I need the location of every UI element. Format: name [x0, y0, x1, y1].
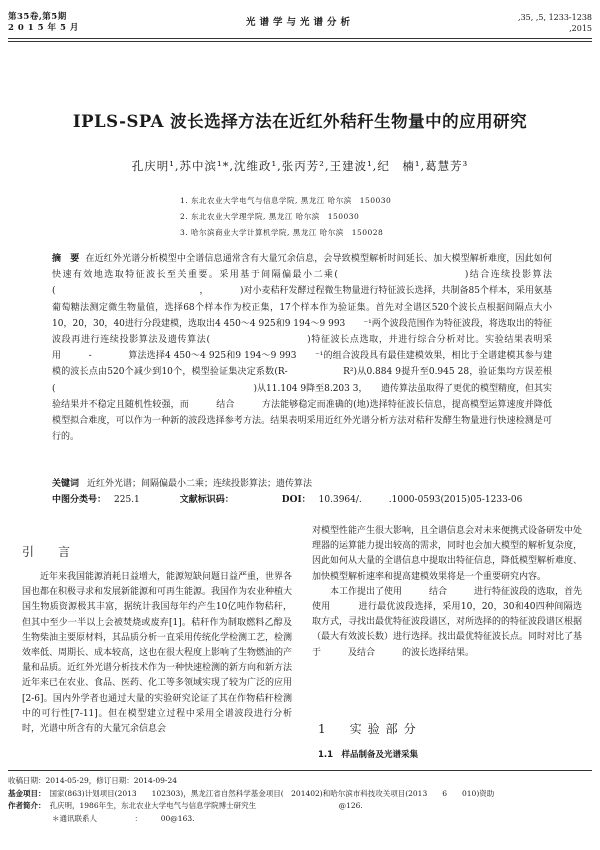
right-paragraph-2: 本工作提出了使用 结合 进行特征波段的选取，首先使用 进行最优波段选择，采用10，20，30和40四种间隔选取方式，寻找出最优特征波段谱区，对所选择的的特征波段谱区根据 （最大有效波长数）进行选择。找出最优特征波长点。同时对比了基于 及结合 的波长选择结果。: [312, 586, 600, 658]
clc-value: 225.1: [114, 495, 140, 505]
doi-label: DOI：: [281, 495, 311, 505]
left-column-body: [22, 570, 292, 737]
volume-pages: ,35, ,5, 1233-1238: [518, 13, 592, 22]
received-date: 收稿日期：2014-05-29，修订日期：2014-09-24: [8, 776, 177, 785]
abstract-label: 摘 要: [52, 254, 80, 264]
author-bio: [8, 800, 598, 813]
doc-code-label: 文献标识码：: [179, 495, 234, 505]
clc-label: 中图分类号：: [52, 495, 107, 505]
header-rule: [8, 38, 592, 39]
section-heading-introduction: 引 言: [22, 545, 77, 559]
publication-date: 2 0 1 5 年 5 月: [8, 23, 79, 33]
keywords: [52, 477, 552, 491]
affiliation-1: 1. 东北农业大学电气与信息学院, 黑龙江 哈尔滨 150030: [180, 196, 392, 205]
fund-label: 基金项目：: [8, 788, 46, 798]
abstract: [52, 251, 552, 445]
intro-paragraph: 近年来我国能源消耗日益增大，能源短缺问题日益严重，世界各国也都在积极寻求和发展新能源和可再生能源。我国作为农业种植大国生物质资源极其丰富，据统计我国每年约产生10亿吨作物秸秆，但其中至少一半以上会被焚烧或废弃[1]。秸秆作为制取燃料乙醇及生物柴油主要原材料，其品质分析一直采用传统化学检测工艺，检测效率低、周期长、成本较高，这也在很大程度上影响了生物燃油的产量和品质。近红外光谱分析技术作为一种快速检测的新方向和新方法近年来已在农业、食品、医药、化工等多领域实现了较为广泛的应用[2-6]。国内外学者也通过大量的实验研究论证了其在作物秸秆检测中的可行性[7-11]。但在模型建立过程中采用全谱波段进行分析时，光谱中所含有的大量冗余信息会: [22, 572, 293, 735]
fund-text: 国家(863)计划项目(2013 102303)，黑龙江省自然科学基金项目( 201402)和哈尔滨市科技攻关项目(2013 6 010)资助: [49, 788, 495, 798]
section-heading-experiment: 1 实验部分: [318, 722, 422, 736]
author-list: 孔庆明¹,苏中滨¹*,沈维政¹,张丙芳²,王建波¹,纪 楠¹,葛慧芳³: [131, 159, 469, 173]
abstract-text: 在近红外光谱分析模型中全谱信息通常含有大量冗余信息，会导致模型解析时间延长、加大模型解析难度，因此如何快速有效地选取特征波长至关重要。采用基于间隔偏最小二乘( )结合连续投影算法( ， )对小麦秸秆发酵过程微生物量进行特征波长选择，共制备85个样本，采用氨基葡萄糖法测定微生物量值，选择68个样本作为校正集，17个样本作为验证集。首先对全谱区520个波长点根据间隔点大小10，20，30，40进行分段建模，选取出4 450～4 925和9 194～9 993 ⁻¹两个波段范围作为特征波段，将选取出的特征波段再进行连续投影算法及遗传算法( )特征波长点选取，并进行综合分析对比。实验结果表明采用 - 算法选择4 450～4 925和9 194～9 993 ⁻¹的组合波段具有最佳建模效果，相比于全谱建模其参与建模的波长点由520个减少到10个，模型验证集决定系数(R- R²)从0.884 9提升至0.945 28，验证集均方误差根( )从11.104 9降至8.203 3， 遗传算法虽取得了更优的模型精度，但其实验结果并不稳定且随机性较强，而 结合 方法能够稳定而准确的(地)选择特征波长信息，提高模型运算速度并降低模型拟合难度，可以作为一种新的波段选择参考方法。结果表明采用近红外光谱分析方法对秸秆发酵生物量进行快速检测是可行的。: [52, 254, 552, 443]
volume-issue: 第35卷,第5期: [8, 12, 67, 22]
keywords-label: 关键词: [52, 479, 80, 489]
subsection-heading: 1.1 样品制备及光谱采集: [318, 750, 419, 760]
journal-issue-info-en: [518, 12, 592, 34]
keywords-text: 近红外光谱；间隔偏最小二乘；连续投影算法；遗传算法: [87, 479, 313, 489]
corresponding-author: ＊通讯联系人 ： 00@163.: [52, 813, 195, 823]
author-bio-text: 孔庆明，1986年生，东北农业大学电气与信息学院博士研究生 @126.: [49, 801, 363, 810]
affiliation-2: 2. 东北农业大学理学院, 黑龙江 哈尔滨 150030: [180, 212, 360, 221]
paper-title: IPLS-SPA 波长选择方法在近红外秸秆生物量中的应用研究: [72, 112, 528, 131]
publication-year: ,2015: [569, 24, 592, 33]
affiliation-3: 3. 哈尔滨商业大学计算机学院, 黑龙江 哈尔滨 150028: [180, 228, 384, 237]
fund-note: [8, 788, 598, 801]
footnotes: [8, 775, 598, 825]
journal-name: 光谱学与光谱分析: [245, 17, 354, 28]
right-column-body: [312, 524, 600, 661]
footnote-rule: [8, 770, 592, 771]
doi-value: 10.3964/. .1000-0593(2015)05-1233-06: [318, 495, 523, 505]
header-rule-thin: [8, 41, 592, 42]
author-bio-label: 作者简介：: [8, 801, 46, 810]
right-paragraph-1: 对模型性能产生很大影响，且全谱信息会对未来便携式设备研发中处理器的运算能力提出较高的需求，同时也会加大模型的解析复杂度，因此如何从大量的全谱信息中提取出特征信息，降低模型解析难度、加快模型解析速率和提高建模效果将是一个重要研究内容。: [312, 526, 583, 582]
classification-line: [52, 493, 552, 507]
